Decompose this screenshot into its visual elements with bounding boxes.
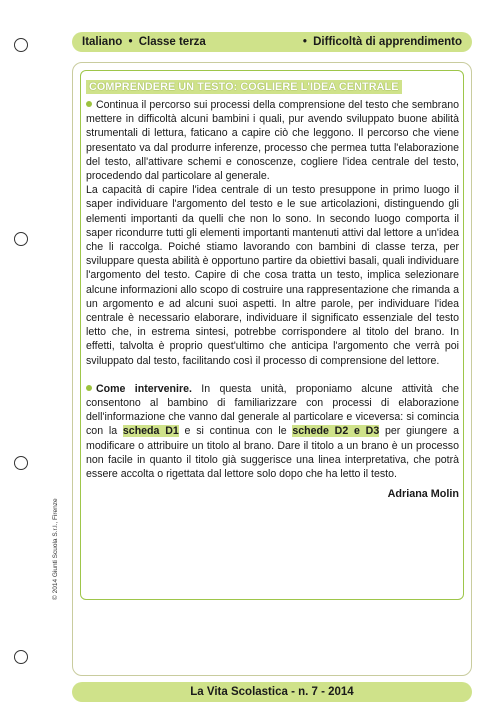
page-header bbox=[72, 32, 472, 52]
bullet-icon bbox=[86, 385, 92, 391]
header-separator: • bbox=[128, 36, 133, 48]
header-separator-2: • bbox=[302, 36, 307, 48]
header-right bbox=[300, 36, 462, 48]
binder-hole bbox=[14, 38, 28, 52]
paragraph-2: La capacità di capire l'idea centrale di un testo presuppone in primo luogo il saper individuare l'argomento del testo e le sue articolazioni, distinguendo gli elementi importanti da quelli che non lo sono. In secondo luogo comporta il saper ricondurre tutti gli elementi importanti mantenuti attivi dal lettore a un'idea che li raccolga. Poiché stiamo lavorando con bambini di classe terza, per sviluppare questa abilità è opportuno partire da obiettivi basali, quali individuare l'argomento del testo. Capire di che cosa tratta un testo, implica selezionare alcune informazioni allo scopo di costruire una rappresentazione che rimanda a un argomento e ad alcuni suoi aspetti. In altre parole, per individuare l'idea centrale è necessario elaborare, individuare il significato essenziale del testo letto che, in estrema sintesi, potrebbe corrispondere al titolo del brano. In effetti, talvolta è proprio quest'ultimo che anticipa l'argomento che verrà poi sviluppato dal testo, facilitando così il processo di comprensione del lettore. bbox=[86, 184, 459, 367]
header-subject: Italiano bbox=[82, 36, 123, 48]
author-signature: Adriana Molin bbox=[387, 488, 459, 501]
copyright-notice: © 2014 Giunti Scuola S.r.l., Firenze bbox=[52, 498, 59, 600]
binder-hole bbox=[14, 232, 28, 246]
header-topic: Difficoltà di apprendimento bbox=[313, 36, 462, 48]
header-class: Classe terza bbox=[138, 36, 206, 48]
paragraph-lead: Come intervenire. bbox=[96, 382, 192, 395]
binder-hole bbox=[14, 456, 28, 470]
paragraph-3: Come intervenire. In questa unità, proponiamo alcune attività che consentono al bambino di familiarizzare con processi di elaborazione dell'informazione che vanno dal generale al particolare e viceversa: si comincia con la scheda D1 e si continua con le schede D2 e D3 per giungere a modificare o attribuire un titolo al brano. Dare il titolo a un brano è un processo non facile in quanto il titolo già suggerisce una linea interpretativa, che potrà essere accolta o rigettata dal lettore solo dopo che ha letto il testo. bbox=[86, 382, 460, 481]
article-body bbox=[86, 98, 459, 501]
binder-hole bbox=[14, 650, 28, 664]
section-title: COMPRENDERE UN TESTO: COGLIERE L'IDEA CENTRALE bbox=[86, 80, 402, 94]
schede-d2-d3-highlight: schede D2 e D3 bbox=[292, 425, 380, 438]
scheda-d1-highlight: scheda D1 bbox=[122, 425, 179, 438]
bullet-icon bbox=[86, 101, 92, 107]
paragraph-1: Continua il percorso sui processi della comprensione del testo che sembrano mettere in difficoltà alcuni bambini i quali, pur avendo sviluppato buone abilità strumentali di lettura, faticano a capire ciò che leggono. Il percorso che viene presentato va dal produrre inferenze, processo che permea tutta l'elaborazione del testo, all'attivare schemi e conoscenze, cogliere l'idea centrale del testo, procedendo dal particolare al generale. bbox=[86, 99, 459, 183]
page-footer: La Vita Scolastica - n. 7 - 2014 bbox=[72, 682, 472, 702]
header-left bbox=[82, 36, 206, 48]
